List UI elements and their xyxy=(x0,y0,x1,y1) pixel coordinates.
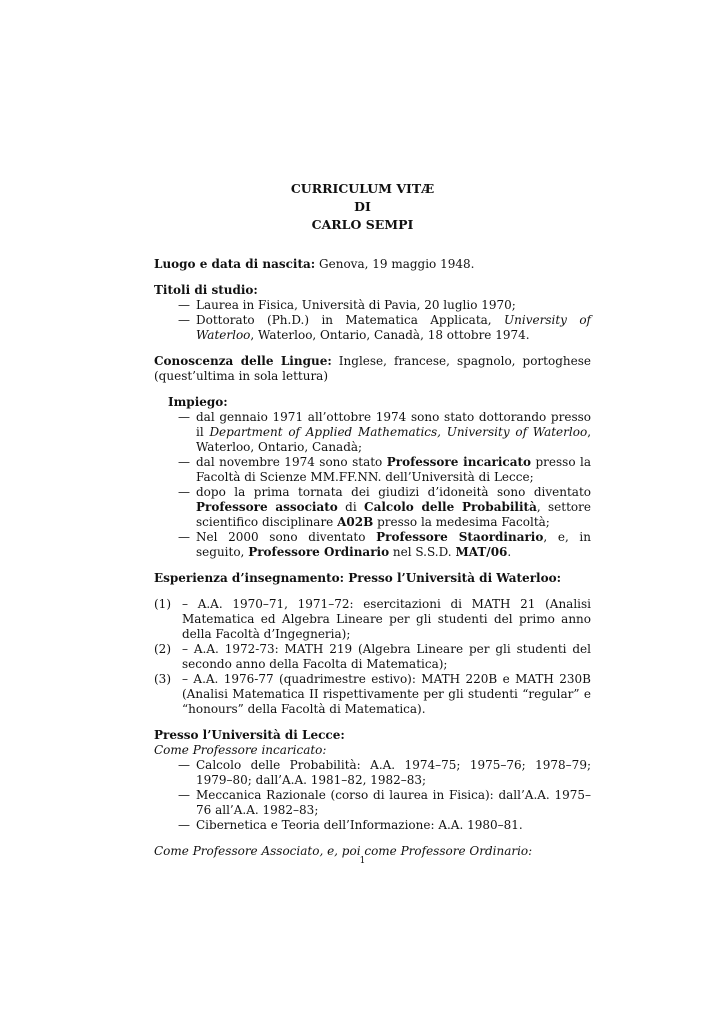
document-title xyxy=(0,180,725,234)
teaching-item-number: (1) xyxy=(154,597,171,611)
employment-department: Department of Applied Mathematics, University of Waterloo xyxy=(209,425,588,439)
lecce-list xyxy=(154,758,591,833)
employment-text: di xyxy=(337,500,365,514)
title-line-3: CARLO SEMPI xyxy=(311,217,414,232)
employment-text: , e, in seguito, xyxy=(196,530,591,559)
teaching-heading: Esperienza d’insegnamento: Presso l’Università di Waterloo: xyxy=(154,571,562,585)
lecce-item-text: Meccanica Razionale (corso di laurea in Fisica): dall’A.A. 1975–76 all’A.A. 1982–83; xyxy=(196,788,591,817)
studies-list xyxy=(154,298,591,343)
lecce-heading: Presso l’Università di Lecce: xyxy=(154,728,345,742)
lecce-item xyxy=(178,818,591,833)
employment-item xyxy=(178,530,591,560)
employment-sector: A02B xyxy=(337,515,374,529)
employment-label: Impiego: xyxy=(168,395,228,409)
studies-item-text: Laurea in Fisica, Università di Pavia, 20 luglio 1970; xyxy=(196,298,516,312)
teaching-list xyxy=(154,597,591,717)
teaching-item-text: – A.A. 1976-77 (quadrimestre estivo): MATH 220B e MATH 230B (Analisi Matematica II rispettivamente per gli studenti “regular” e “honours” della Facoltà di Matematica). xyxy=(182,672,591,716)
employment-subject: Calcolo delle Probabilità xyxy=(364,500,537,514)
birth-label: Luogo e data di nascita: xyxy=(154,257,316,271)
employment-role: Professore incaricato xyxy=(386,455,532,469)
employment-role: Professore Ordinario xyxy=(248,545,390,559)
studies-item-university: University of Waterloo xyxy=(196,313,591,342)
employment-text: , settore scientifico disciplinare xyxy=(196,500,591,529)
employment-text-end: . xyxy=(507,545,512,559)
lecce-item-text: Calcolo delle Probabilità: A.A. 1974–75; 1975–76; 1978–79; 1979–80; dall’A.A. 1981–82, 1982–83; xyxy=(196,758,591,787)
lecce-subheading-2: Come Professore Associato, e, poi come Professore Ordinario: xyxy=(154,844,533,858)
teaching-item xyxy=(154,642,591,672)
teaching-item xyxy=(154,597,591,642)
employment-role: Professore associato xyxy=(196,500,338,514)
languages-value: Inglese, francese, spagnolo, portoghese (quest’ultima in sola lettura) xyxy=(154,354,591,383)
languages-section xyxy=(154,354,591,384)
studies-item xyxy=(178,313,591,343)
employment-text: dal gennaio 1971 all’ottobre 1974 sono stato dottorando presso il xyxy=(196,410,591,439)
teaching-item-text: – A.A. 1970–71, 1971–72: esercitazioni di MATH 21 (Analisi Matematica ed Algebra Lineare per gli studenti del primo anno della Facoltà d’Ingegneria); xyxy=(182,597,591,641)
employment-sector: MAT/06 xyxy=(455,545,508,559)
title-line-2: DI xyxy=(354,199,371,214)
studies-item-text-end: , Waterloo, Ontario, Canadà, 18 ottobre 1974. xyxy=(250,328,530,342)
lecce-item xyxy=(178,758,591,788)
employment-text: nel S.S.D. xyxy=(389,545,456,559)
studies-item xyxy=(178,298,591,313)
teaching-item-text: – A.A. 1972-73: MATH 219 (Algebra Lineare per gli studenti del secondo anno della Facolta di Matematica); xyxy=(182,642,591,671)
studies-label: Titoli di studio: xyxy=(154,283,258,297)
title-line-1: CURRICULUM VITÆ xyxy=(290,181,435,196)
employment-text-end: presso la medesima Facoltà; xyxy=(373,515,550,529)
languages-label: Conoscenza delle Lingue: xyxy=(154,354,332,368)
document-body xyxy=(154,257,591,859)
teaching-item-number: (2) xyxy=(154,642,171,656)
teaching-item-number: (3) xyxy=(154,672,171,686)
page-number: 1 xyxy=(359,856,366,866)
lecce-item xyxy=(178,788,591,818)
employment-text: dal novembre 1974 sono stato xyxy=(196,455,387,469)
employment-item xyxy=(178,485,591,530)
employment-text: dopo la prima tornata dei giudizi d’idoneità sono diventato xyxy=(196,485,591,499)
birth-value: Genova, 19 maggio 1948. xyxy=(315,257,475,271)
employment-item xyxy=(178,455,591,485)
employment-role: Professore Staordinario xyxy=(376,530,544,544)
lecce-subheading: Come Professore incaricato: xyxy=(154,743,327,757)
studies-item-text: Dottorato (Ph.D.) in Matematica Applicata, xyxy=(196,313,505,327)
employment-list xyxy=(154,410,591,560)
lecce-item-text: Cibernetica e Teoria dell’Informazione: A.A. 1980–81. xyxy=(196,818,523,832)
employment-item xyxy=(178,410,591,455)
employment-text-end: , Waterloo, Ontario, Canadà; xyxy=(196,425,592,454)
employment-text-end: presso la Facoltà di Scienze MM.FF.NN. dell’Università di Lecce; xyxy=(196,455,591,484)
employment-text: Nel 2000 sono diventato xyxy=(196,530,377,544)
teaching-item xyxy=(154,672,591,717)
birth-section xyxy=(154,257,591,272)
